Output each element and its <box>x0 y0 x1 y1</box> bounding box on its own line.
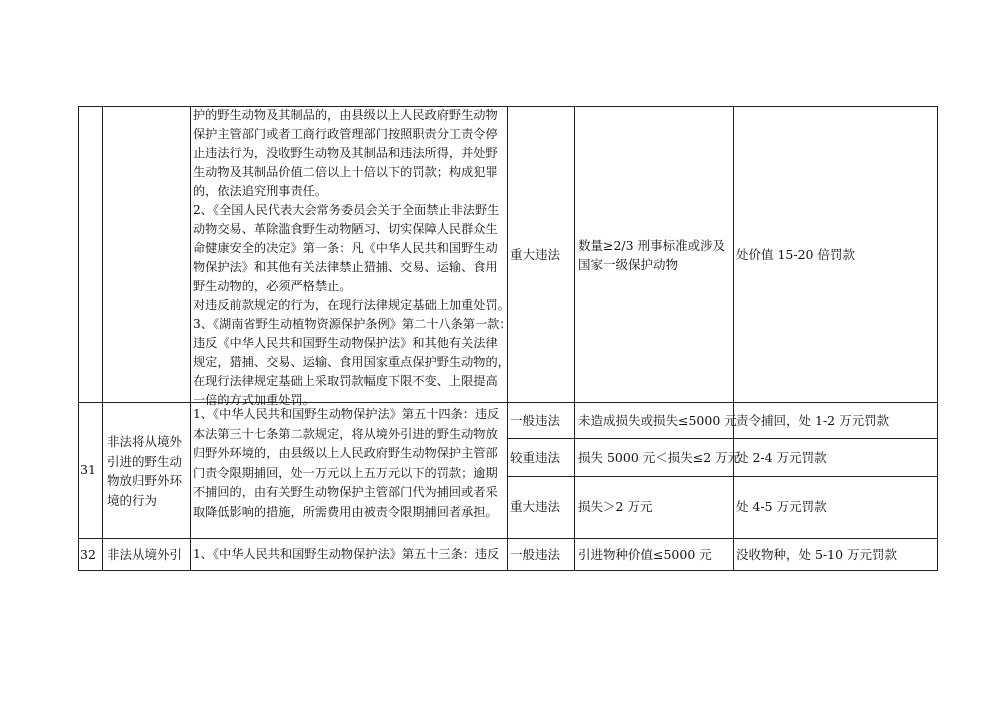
violation-level: 重大违法 <box>510 499 561 514</box>
penalty-text: 处 2-4 万元罚款 <box>736 450 827 465</box>
column-border <box>937 106 938 571</box>
row-border <box>507 438 938 439</box>
penalty-text: 责令捕回，处 1-2 万元罚款 <box>736 413 890 428</box>
legal-basis-text: 护的野生动物及其制品的，由县级以上人民政府野生动物 保护主管部门或者工商行政管理部门按照职责分工责令停 止违法行为，没收野生动物及其制品和违法所得，并处野 生动物及其制品价值二倍以上十倍以下的罚款；构成犯罪 的，依法追究刑事责任。 2、《全国人民代表大会常务委员会关于全面禁止非法野生 动物交易、革除滥食野生动物陋习、切实保障人民群众生 命健康安全的决定》第一条：凡《中华人民共和国野生动 物保护法》和其他有关法律禁止猎捕、交易、运输、食用 野生动物的，必须严格禁止。 对违反前款规定的行为，在现行法律规定基础上加重处罚。 3、《湖南省野生动植物资源保护条例》第二十八条第一款： 违反《中华人民共和国野生动物保护法》和其他有关法律 规定，猎捕、交易、运输、食用国家重点保护野生动物的， 在现行法律规定基础上采取罚款幅度下限不变、上限提高 一倍的方式加重处罚。 <box>193 108 512 407</box>
legal-basis-text: 1、《中华人民共和国野生动物保护法》第五十四条：违反 本法第三十七条第二款规定，将从境外引进的野生动物放 归野外环境的，由县级以上人民政府野生动物保护主管部 门责令限期捕回，处一万元以上五万元以下的罚款；逾期 不捕回的，由有关野生动物保护主管部门代为捕回或者采 取降低影响的措施，所需费用由被责令限期捕回者承担。 <box>193 407 500 519</box>
column-border <box>574 106 575 571</box>
circumstance-text: 损失＞2 万元 <box>578 499 653 514</box>
row-border <box>78 538 938 539</box>
row-border <box>507 476 938 477</box>
circumstance-text: 数量≥2/3 刑事标准或涉及 国家一级保护动物 <box>578 238 726 272</box>
row-number: 32 <box>80 547 96 562</box>
column-border <box>733 106 734 571</box>
circumstance-text: 损失 5000 元＜损失≤2 万元 <box>578 450 741 465</box>
behavior-text: 非法从境外引 <box>107 547 183 562</box>
column-border <box>78 106 79 571</box>
row-number: 31 <box>80 462 96 477</box>
row-border <box>78 570 938 571</box>
behavior-text: 非法将从境外 引进的野生动 物放归野外环 境的行为 <box>107 434 183 508</box>
violation-level: 一般违法 <box>510 413 561 428</box>
penalty-text: 没收物种，处 5-10 万元罚款 <box>736 547 898 562</box>
penalty-text: 处 4-5 万元罚款 <box>736 499 827 514</box>
violation-level: 重大违法 <box>510 247 561 262</box>
column-border <box>102 106 103 571</box>
penalty-text: 处价值 15-20 倍罚款 <box>736 247 855 262</box>
legal-basis-text: 1、《中华人民共和国野生动物保护法》第五十三条：违反 <box>193 547 500 561</box>
violation-level: 较重违法 <box>510 450 561 465</box>
circumstance-text: 未造成损失或损失≤5000 元 <box>578 413 737 428</box>
violation-level: 一般违法 <box>510 547 561 562</box>
circumstance-text: 引进物种价值≤5000 元 <box>578 547 712 562</box>
